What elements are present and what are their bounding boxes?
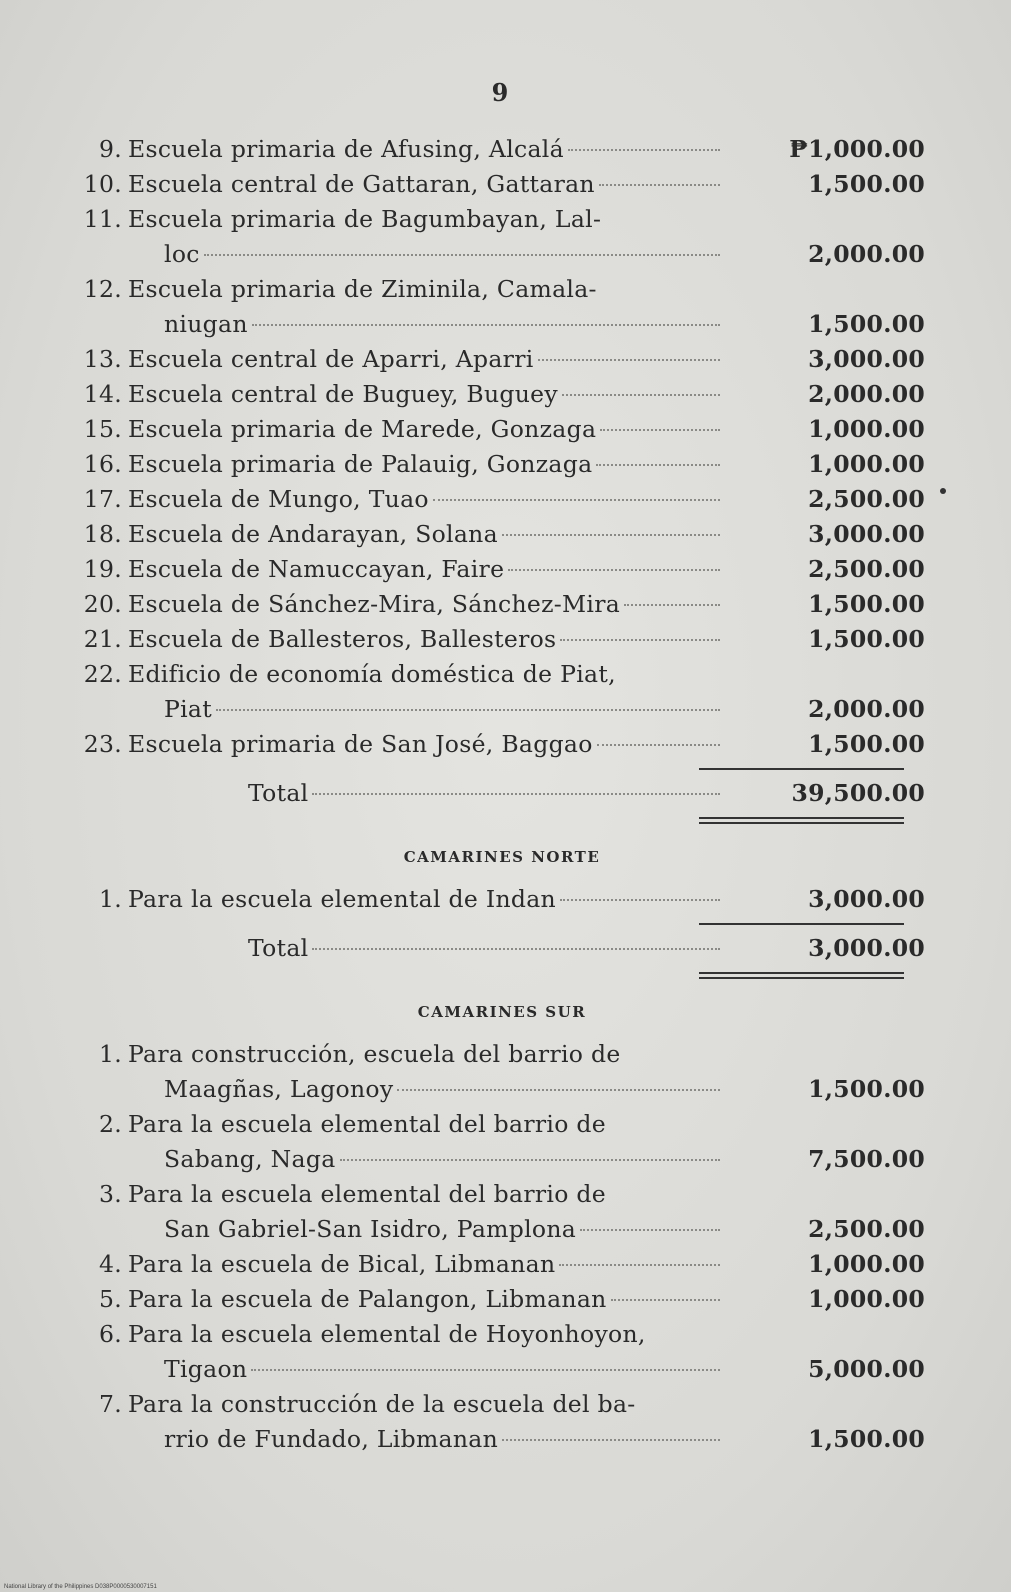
item-amount: 7,500.00 (808, 1145, 925, 1173)
item-description: Escuela central de Gattaran, Gattaran (128, 170, 595, 198)
item-description: Escuela central de Buguey, Buguey (128, 380, 558, 408)
list-item (72, 272, 932, 307)
item-description: Escuela de Mungo, Tuao (128, 485, 429, 513)
leader-dots (502, 1438, 720, 1441)
item-number: 16. (83, 450, 122, 478)
item-description: Escuela primaria de San José, Baggao (128, 730, 593, 758)
item-description: Tigaon (164, 1355, 248, 1383)
leader-dots (251, 1368, 720, 1371)
list-item (72, 1177, 932, 1212)
item-amount: 5,000.00 (808, 1355, 925, 1383)
leader-dots (433, 498, 720, 501)
item-amount: 1,500.00 (808, 730, 925, 758)
subtotal-rule (699, 923, 904, 925)
leader-dots (508, 568, 720, 571)
item-description: Sabang, Naga (164, 1145, 336, 1173)
leader-dots (596, 463, 720, 466)
leader-dots (340, 1158, 720, 1161)
item-number: 6. (98, 1320, 122, 1348)
item-amount: 2,000.00 (808, 380, 925, 408)
list-item (72, 377, 932, 412)
list-item (72, 167, 932, 202)
item-description: San Gabriel-San Isidro, Pamplona (164, 1215, 577, 1243)
item-description: Para la construcción de la escuela del ba- (128, 1390, 636, 1418)
item-amount: 2,500.00 (808, 555, 925, 583)
item-amount: ₱1,000.00 (789, 135, 925, 163)
item-description: Para la escuela de Bical, Libmanan (128, 1250, 556, 1278)
leader-dots (502, 533, 720, 536)
leader-dots (562, 393, 720, 396)
item-description: Escuela primaria de Ziminila, Camala- (128, 275, 597, 303)
leader-dots (611, 1298, 720, 1301)
item-number: 3. (98, 1180, 122, 1208)
leader-dots (597, 743, 720, 746)
item-description: niugan (164, 310, 248, 338)
total-amount: 39,500.00 (791, 779, 925, 807)
item-description: Para construcción, escuela del barrio de (128, 1040, 621, 1068)
item-amount: 1,500.00 (808, 625, 925, 653)
item-description: Escuela de Ballesteros, Ballesteros (128, 625, 557, 653)
item-number: 5. (98, 1285, 122, 1313)
leader-dots (560, 638, 720, 641)
item-description: Escuela primaria de Bagumbayan, Lal- (128, 205, 602, 233)
print-speck (940, 488, 946, 494)
item-amount: 1,000.00 (808, 1285, 925, 1313)
page-number: 9 (491, 78, 509, 107)
list-item (72, 447, 932, 482)
leader-dots (599, 183, 720, 186)
list-item (72, 587, 932, 622)
list-item (72, 482, 932, 517)
list-item (72, 622, 932, 657)
total-label: Total (248, 779, 309, 807)
total-double-rule (699, 972, 904, 979)
item-description: Escuela de Sánchez-Mira, Sánchez-Mira (128, 590, 621, 618)
total-row-group1 (72, 776, 932, 811)
item-number: 22. (83, 660, 122, 688)
list-item (72, 202, 932, 237)
item-amount: 3,000.00 (808, 885, 925, 913)
item-number: 1. (98, 885, 122, 913)
item-description: rrio de Fundado, Libmanan (164, 1425, 499, 1453)
item-amount: 2,000.00 (808, 695, 925, 723)
section-heading-camarines-norte: CAMARINES NORTE (403, 848, 601, 866)
list-item (72, 1387, 932, 1422)
list-item (72, 517, 932, 552)
leader-dots (568, 148, 720, 151)
list-item (72, 1037, 932, 1072)
leader-dots (252, 323, 720, 326)
item-amount: 1,500.00 (808, 1425, 925, 1453)
item-description: Edificio de economía doméstica de Piat, (128, 660, 616, 688)
leader-dots (397, 1088, 720, 1091)
item-amount: 1,000.00 (808, 450, 925, 478)
item-description: Escuela de Andarayan, Solana (128, 520, 498, 548)
list-item (72, 1282, 932, 1317)
list-item-continuation (72, 1352, 932, 1387)
item-description: Piat (164, 695, 212, 723)
item-description: Escuela de Namuccayan, Faire (128, 555, 505, 583)
list-item-continuation (72, 237, 932, 272)
item-amount: 3,000.00 (808, 520, 925, 548)
item-description: Para la escuela elemental de Indan (128, 885, 556, 913)
camarines-norte-items (72, 882, 932, 917)
item-description: loc (164, 240, 200, 268)
item-number: 7. (98, 1390, 122, 1418)
list-item (72, 1247, 932, 1282)
item-amount: 1,000.00 (808, 1250, 925, 1278)
list-item (72, 552, 932, 587)
list-item (72, 882, 932, 917)
list-item (72, 1107, 932, 1142)
item-description: Maagñas, Lagonoy (164, 1075, 394, 1103)
item-description: Para la escuela elemental del barrio de (128, 1180, 606, 1208)
item-amount: 1,500.00 (808, 1075, 925, 1103)
total-label: Total (248, 934, 309, 962)
item-number: 19. (83, 555, 122, 583)
item-description: Escuela primaria de Afusing, Alcalá (128, 135, 564, 163)
leader-dots (216, 708, 720, 711)
list-item-continuation (72, 1422, 932, 1457)
item-number: 23. (83, 730, 122, 758)
item-number: 21. (83, 625, 122, 653)
list-item (72, 412, 932, 447)
list-item-continuation (72, 692, 932, 727)
list-item-continuation (72, 1142, 932, 1177)
item-number: 11. (83, 205, 122, 233)
item-amount: 1,500.00 (808, 170, 925, 198)
leader-dots (580, 1228, 720, 1231)
list-item (72, 657, 932, 692)
item-amount: 1,000.00 (808, 415, 925, 443)
section-heading-camarines-sur: CAMARINES SUR (417, 1003, 587, 1021)
item-description: Para la escuela de Palangon, Libmanan (128, 1285, 607, 1313)
subtotal-rule (699, 768, 904, 770)
list-item-continuation (72, 307, 932, 342)
leader-dots (204, 253, 720, 256)
item-number: 12. (83, 275, 122, 303)
item-amount: 3,000.00 (808, 345, 925, 373)
list-item (72, 342, 932, 377)
item-number: 13. (83, 345, 122, 373)
item-number: 17. (83, 485, 122, 513)
list-item (72, 132, 932, 167)
item-number: 2. (98, 1110, 122, 1138)
item-amount: 2,500.00 (808, 485, 925, 513)
item-number: 1. (98, 1040, 122, 1068)
item-description: Escuela primaria de Marede, Gonzaga (128, 415, 597, 443)
total-double-rule (699, 817, 904, 824)
leader-dots (600, 428, 720, 431)
item-amount: 1,500.00 (808, 590, 925, 618)
item-description: Escuela primaria de Palauig, Gonzaga (128, 450, 593, 478)
item-number: 9. (98, 135, 122, 163)
total-amount: 3,000.00 (808, 934, 925, 962)
item-description: Para la escuela elemental de Hoyonhoyon, (128, 1320, 646, 1348)
item-amount: 2,500.00 (808, 1215, 925, 1243)
item-number: 20. (83, 590, 122, 618)
item-number: 15. (83, 415, 122, 443)
footer-credit: National Library of the Philippines D038P0000530007151 (4, 1584, 157, 1590)
item-amount: 2,000.00 (808, 240, 925, 268)
appropriations-list (72, 132, 932, 1457)
list-item (72, 727, 932, 762)
total-row-group2 (72, 931, 932, 966)
item-number: 4. (98, 1250, 122, 1278)
item-description: Para la escuela elemental del barrio de (128, 1110, 606, 1138)
item-description: Escuela central de Aparri, Aparri (128, 345, 534, 373)
item-number: 10. (83, 170, 122, 198)
item-number: 14. (83, 380, 122, 408)
list-item-continuation (72, 1212, 932, 1247)
leader-dots (559, 1263, 720, 1266)
leader-dots (624, 603, 720, 606)
item-number: 18. (83, 520, 122, 548)
leader-dots (560, 898, 720, 901)
camarines-sur-items (72, 1037, 932, 1457)
list-item-continuation (72, 1072, 932, 1107)
item-amount: 1,500.00 (808, 310, 925, 338)
list-item (72, 1317, 932, 1352)
cagayan-items (72, 132, 932, 762)
leader-dots (538, 358, 720, 361)
